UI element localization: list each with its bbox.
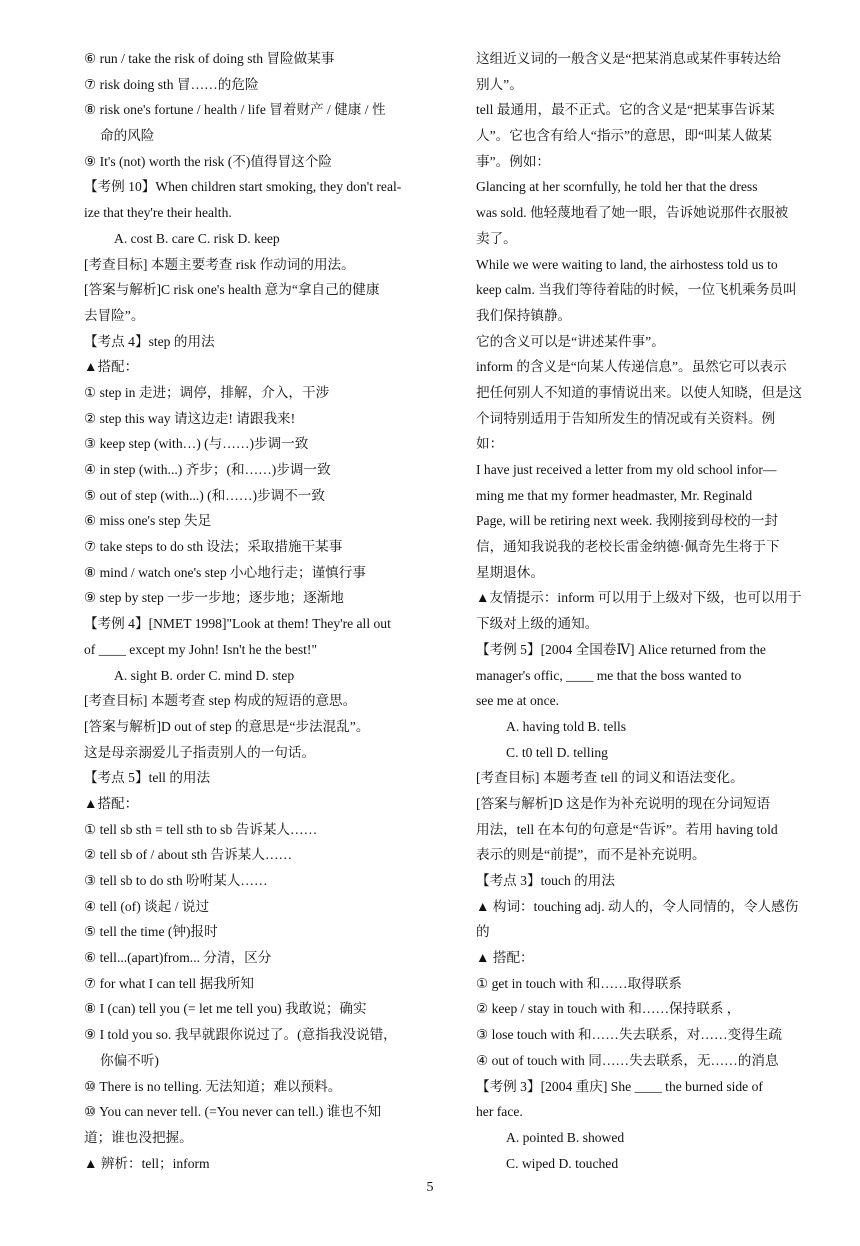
text-line: keep calm. 当我们等待着陆的时候，一位飞机乘务员叫 [476, 282, 797, 298]
text-line: [答案与解析]D 这是作为补充说明的现在分词短语 [476, 795, 771, 811]
text-line: 道；谁也没把握。 [84, 1129, 193, 1145]
text-line: 表示的则是“前提”，而不是补充说明。 [476, 847, 706, 863]
text-line: 这是母亲溺爱儿子指责别人的一句话。 [84, 744, 316, 760]
text-line: ① step in 走进；调停，排解，介入，干涉 [84, 384, 330, 400]
text-line: 个词特别适用于告知所发生的情况或有关资料。例 [476, 410, 776, 426]
text-line: 把任何别人不知道的事情说出来。以使人知晓，但是这 [476, 384, 803, 400]
text-line: was sold. 他轻蔑地看了她一眼，告诉她说那件衣服被 [476, 205, 789, 221]
text-line: 它的含义可以是“讲述某件事”。 [476, 333, 665, 349]
text-line: [答案与解析]C risk one's health 意为“拿自己的健康 [84, 282, 380, 298]
text-line: 【考例 4】[NMET 1998]"Look at them! They're all out [84, 616, 391, 632]
text-line: 下级对上级的通知。 [476, 616, 599, 632]
text-line: ming me that my former headmaster, Mr. Reginald [476, 487, 753, 503]
text-line: C. t0 tell D. telling [506, 744, 608, 760]
text-line: ⑦ for what I can tell 据我所知 [84, 975, 254, 991]
text-line: her face. [476, 1104, 523, 1120]
text-line: While we were waiting to land, the airhostess told us to [476, 256, 778, 272]
text-line: 【考例 5】[2004 全国卷Ⅳ] Alice returned from the [476, 641, 766, 657]
text-line: [考查目标] 本题主要考查 risk 作动词的用法。 [84, 256, 355, 272]
text-line: of ____ except my John! Isn't he the best!" [84, 641, 317, 657]
text-line: Page, will be retiring next week. 我刚接到母校的一封 [476, 513, 779, 529]
text-line: ⑥ miss one's step 失足 [84, 513, 212, 529]
text-line: 去冒险”。 [84, 307, 145, 323]
text-line: ⑨ It's (not) worth the risk (不)值得冒这个险 [84, 153, 332, 169]
text-line: 这组近义词的一般含义是“把某消息或某件事转达给 [476, 51, 782, 66]
text-line: 卖了。 [476, 230, 517, 246]
text-line: ① get in touch with 和……取得联系 [476, 975, 682, 991]
text-line: 信，通知我说我的老校长雷金纳德·佩奇先生将于下 [476, 539, 780, 555]
text-line: 【考点 4】step 的用法 [84, 333, 215, 349]
text-line: [考查目标] 本题考查 step 构成的短语的意思。 [84, 693, 357, 709]
text-line: 星期退休。 [476, 564, 544, 580]
text-line: A. pointed B. showed [506, 1129, 625, 1145]
text-line: ▲搭配： [84, 795, 139, 811]
text-line: 人”。它也含有给人“指示”的意思，即“叫某人做某 [476, 128, 773, 144]
text-line: ③ keep step (with…) (与……)步调一致 [84, 436, 309, 452]
text-line: ⑧ mind / watch one's step 小心地行走；谨慎行事 [84, 564, 366, 580]
text-line: ③ lose touch with 和……失去联系，对……变得生疏 [476, 1027, 782, 1043]
text-line: A. sight B. order C. mind D. step [114, 667, 295, 683]
text-line: see me at once. [476, 693, 560, 709]
text-line: 你偏不听) [100, 1052, 159, 1068]
text-line: I have just received a letter from my old school infor— [476, 462, 777, 477]
text-line: ④ in step (with...) 齐步；(和……)步调一致 [84, 462, 331, 477]
text-line: 事”。例如： [476, 153, 551, 169]
text-line: ② tell sb of / about sth 告诉某人…… [84, 847, 293, 863]
text-line: ⑤ out of step (with...) (和……)步调不一致 [84, 487, 325, 503]
text-line: ④ tell (of) 谈起 / 说过 [84, 898, 210, 914]
text-line: 【考点 5】tell 的用法 [84, 770, 211, 786]
text-line: ② step this way 请这边走! 请跟我来! [84, 410, 296, 426]
text-line: tell 最通用，最不正式。它的含义是“把某事告诉某 [476, 102, 775, 118]
text-line: A. cost B. care C. risk D. keep [114, 230, 280, 246]
text-line: ⑨ I told you so. 我早就跟你说过了。(意指我没说错， [84, 1027, 397, 1043]
text-line: ize that they're their health. [84, 205, 232, 221]
text-line: ⑧ I (can) tell you (= let me tell you) 我敢说；确实 [84, 1001, 367, 1017]
text-line: ③ tell sb to do sth 吩咐某人…… [84, 873, 268, 888]
text-line: ⑤ tell the time (钟)报时 [84, 924, 218, 940]
text-line: 别人”。 [476, 76, 523, 92]
text-line: 命的风险 [100, 128, 155, 144]
text-line: ② keep / stay in touch with 和……保持联系 ， [476, 1001, 741, 1017]
text-line: ① tell sb sth = tell sth to sb 告诉某人…… [84, 821, 318, 837]
text-line: [考查目标] 本题考查 tell 的词义和语法变化。 [476, 770, 744, 786]
text-line: C. wiped D. touched [506, 1155, 619, 1171]
text-line: [答案与解析]D out of step 的意思是“步法混乱”。 [84, 718, 370, 734]
text-line: ▲ 辨析：tell；inform [84, 1155, 210, 1171]
text-line: A. having told B. tells [506, 718, 627, 734]
text-line: 【考点 3】touch 的用法 [476, 873, 615, 888]
text-line: 我们保持镇静。 [476, 307, 572, 323]
text-line: manager's offic, ____ me that the boss wanted to [476, 667, 742, 683]
text-line: 的 [476, 924, 490, 940]
text-line: ⑦ take steps to do sth 设法；采取措施干某事 [84, 539, 343, 555]
text-line: ▲ 构词：touching adj. 动人的，令人同情的，令人感伤 [476, 898, 799, 914]
text-line: ⑥ tell...(apart)from... 分清，区分 [84, 950, 272, 966]
text-line: ⑨ step by step 一步一步地；逐步地；逐渐地 [84, 590, 344, 606]
page-number: 5 [426, 1180, 434, 1195]
text-line: 如： [476, 436, 504, 452]
left-column [84, 46, 434, 1176]
text-line: ⑩ You can never tell. (=You never can tell.) 谁也不知 [84, 1104, 382, 1120]
text-line: ⑧ risk one's fortune / health / life 冒着财产 / 健康 / 性 [84, 102, 386, 118]
text-line: Glancing at her scornfully, he told her that the dress [476, 179, 758, 195]
text-line: ▲ 搭配： [476, 950, 534, 966]
text-line: ⑥ run / take the risk of doing sth 冒险做某事 [84, 51, 335, 66]
text-line: 【考例 10】When children start smoking, they don't real- [84, 179, 402, 195]
text-line: ⑦ risk doing sth 冒……的危险 [84, 76, 259, 92]
text-line: ⑩ There is no telling. 无法知道；难以预料。 [84, 1078, 342, 1094]
text-line: inform 的含义是“向某人传递信息”。虽然它可以表示 [476, 359, 787, 375]
text-line: ▲搭配： [84, 359, 139, 375]
right-column [476, 46, 836, 1176]
text-line: ▲友情提示：inform 可以用于上级对下级，也可以用于 [476, 590, 802, 606]
text-line: ④ out of touch with 同……失去联系，无……的消息 [476, 1052, 779, 1068]
text-line: 【考例 3】[2004 重庆] She ____ the burned side of [476, 1078, 763, 1094]
text-line: 用法，tell 在本句的句意是“告诉”。若用 having told [476, 821, 778, 837]
